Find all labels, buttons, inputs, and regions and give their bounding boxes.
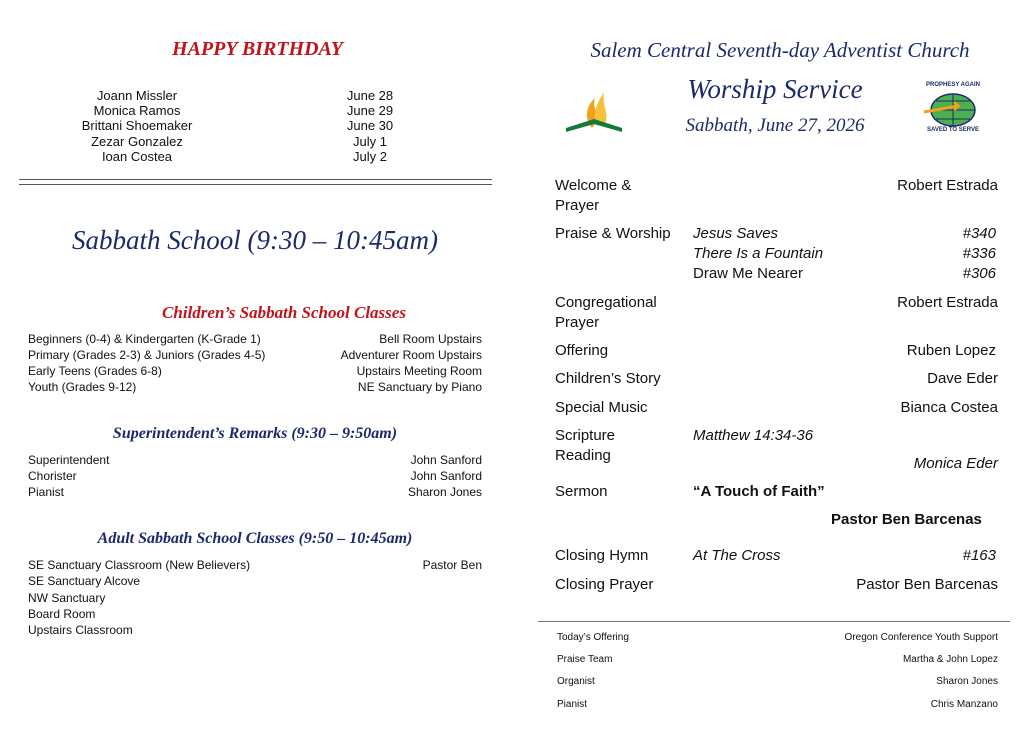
class-name: SE Sanctuary Alcove bbox=[28, 574, 141, 588]
closing-hymn-label: Closing Hymn bbox=[555, 547, 649, 564]
song-number: #340 bbox=[962, 225, 996, 242]
birthday-date: June 28 bbox=[346, 88, 394, 103]
childrens-story-label: Children’s Story bbox=[555, 370, 661, 387]
class-name: NW Sanctuary bbox=[28, 591, 106, 605]
class-location: Upstairs Meeting Room bbox=[356, 364, 482, 378]
sermon-speaker: Pastor Ben Barcenas bbox=[831, 511, 982, 528]
footer-label: Praise Team bbox=[557, 654, 613, 665]
role-person: Sharon Jones bbox=[407, 485, 482, 499]
congregational-label: Congregational bbox=[555, 294, 657, 311]
birthday-name: Brittani Shoemaker bbox=[81, 118, 193, 133]
scripture-label-line2: Reading bbox=[555, 447, 611, 464]
role-person: John Sanford bbox=[410, 469, 482, 483]
section-divider bbox=[19, 179, 492, 185]
role-name: Pianist bbox=[28, 485, 65, 499]
class-name: Primary (Grades 2-3) & Juniors (Grades 4-5) bbox=[28, 348, 266, 362]
birthday-title: HAPPY BIRTHDAY bbox=[172, 38, 343, 60]
closing-prayer-person: Pastor Ben Barcenas bbox=[856, 576, 998, 593]
scripture-label: Scripture bbox=[555, 427, 616, 444]
class-row bbox=[28, 363, 482, 379]
class-location: Bell Room Upstairs bbox=[379, 332, 482, 346]
footer-value: Sharon Jones bbox=[936, 676, 998, 687]
birthday-date: July 2 bbox=[353, 149, 387, 164]
class-row bbox=[28, 590, 482, 606]
service-date: Sabbath, June 27, 2026 bbox=[685, 115, 865, 136]
class-row bbox=[28, 622, 482, 638]
class-name: Youth (Grades 9-12) bbox=[28, 380, 137, 394]
class-row bbox=[28, 347, 482, 363]
role-row bbox=[28, 484, 482, 500]
childrens-story-person: Dave Eder bbox=[927, 370, 998, 387]
class-row bbox=[28, 379, 482, 395]
footer-label: Organist bbox=[557, 676, 595, 687]
congregational-label-line2: Prayer bbox=[555, 314, 600, 331]
song-number: #306 bbox=[962, 265, 996, 282]
welcome-person: Robert Estrada bbox=[897, 177, 998, 194]
class-name: Beginners (0-4) & Kindergarten (K-Grade 1) bbox=[28, 332, 261, 346]
role-name: Superintendent bbox=[28, 453, 110, 467]
song-title: Jesus Saves bbox=[693, 225, 779, 242]
worship-service-title: Worship Service bbox=[687, 74, 863, 104]
sabbath-school-title: Sabbath School (9:30 – 10:45am) bbox=[72, 225, 438, 255]
class-name: SE Sanctuary Classroom (New Believers) bbox=[28, 558, 251, 572]
closing-prayer-label: Closing Prayer bbox=[555, 576, 654, 593]
birthday-date: June 30 bbox=[346, 118, 394, 133]
closing-hymn-title: At The Cross bbox=[693, 547, 781, 564]
welcome-label: Welcome & bbox=[555, 177, 632, 194]
birthday-date: July 1 bbox=[353, 134, 387, 149]
sermon-label: Sermon bbox=[555, 483, 608, 500]
footer-label: Pianist bbox=[557, 699, 588, 710]
sermon-title: “A Touch of Faith” bbox=[693, 483, 825, 500]
praise-label: Praise & Worship bbox=[555, 225, 671, 242]
role-row bbox=[28, 468, 482, 484]
birthday-name: Ioan Costea bbox=[101, 149, 173, 164]
logo-bottom-text: SAVED TO SERVE bbox=[926, 127, 980, 133]
welcome-label-line2: Prayer bbox=[555, 197, 600, 214]
congregational-person: Robert Estrada bbox=[897, 294, 998, 311]
class-row bbox=[28, 606, 482, 622]
church-name: Salem Central Seventh-day Adventist Church bbox=[590, 38, 970, 62]
offering-person: Ruben Lopez bbox=[906, 342, 996, 359]
birthday-date: June 29 bbox=[346, 103, 394, 118]
adult-classes-heading: Adult Sabbath School Classes (9:50 – 10:45am) bbox=[97, 530, 413, 547]
class-location: Adventurer Room Upstairs bbox=[340, 348, 482, 362]
birthday-name: Joann Missler bbox=[96, 88, 178, 103]
class-row bbox=[28, 331, 482, 347]
class-row bbox=[28, 573, 482, 589]
class-row bbox=[28, 557, 482, 573]
special-music-label: Special Music bbox=[555, 399, 648, 416]
song-number: #336 bbox=[962, 245, 996, 262]
role-row bbox=[28, 452, 482, 468]
sda-logo bbox=[562, 76, 626, 136]
offering-label: Offering bbox=[555, 342, 609, 359]
class-location: NE Sanctuary by Piano bbox=[357, 380, 482, 394]
logo-top-text: PROPHESY AGAIN bbox=[925, 82, 980, 88]
scripture-reader: Monica Eder bbox=[913, 455, 998, 472]
footer-label: Today’s Offering bbox=[557, 632, 629, 643]
song-title: There Is a Fountain bbox=[693, 245, 824, 262]
footer-value: Chris Manzano bbox=[930, 699, 998, 710]
birthday-name: Zezar Gonzalez bbox=[91, 134, 183, 149]
footer-value: Martha & John Lopez bbox=[902, 654, 998, 665]
role-person: John Sanford bbox=[410, 453, 482, 467]
song-title: Draw Me Nearer bbox=[693, 265, 804, 282]
footer-value: Oregon Conference Youth Support bbox=[844, 632, 998, 643]
superintendent-heading: Superintendent’s Remarks (9:30 – 9:50am) bbox=[112, 425, 398, 442]
prophesy-again-logo bbox=[918, 82, 988, 136]
class-teacher: Pastor Ben bbox=[422, 558, 482, 572]
class-name: Upstairs Classroom bbox=[28, 623, 133, 637]
class-name: Early Teens (Grades 6-8) bbox=[28, 364, 162, 378]
closing-hymn-number: #163 bbox=[962, 547, 996, 564]
birthday-name: Monica Ramos bbox=[93, 103, 181, 118]
scripture-passage: Matthew 14:34-36 bbox=[693, 427, 814, 444]
class-name: Board Room bbox=[28, 607, 96, 621]
special-music-person: Bianca Costea bbox=[900, 399, 998, 416]
role-name: Chorister bbox=[28, 469, 77, 483]
children-classes-heading: Children’s Sabbath School Classes bbox=[162, 303, 406, 322]
footer-divider bbox=[538, 621, 1010, 622]
